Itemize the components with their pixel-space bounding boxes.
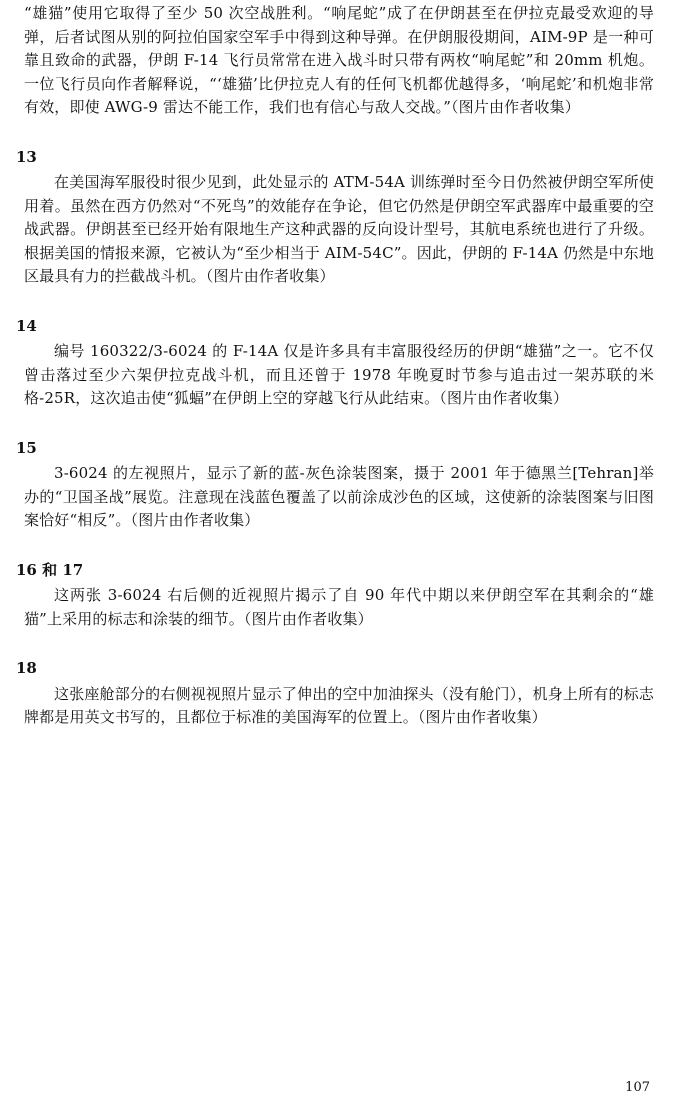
caption-number: 13	[16, 147, 37, 166]
caption-text: 3-6024 的左视照片，显示了新的蓝-灰色涂装图案，摄于 2001 年于德黑兰[Tehran]举办的“卫国圣战”展览。注意现在浅蓝色覆盖了以前涂成沙色的区域，这使新的涂装图案与旧图案恰好“相反”。（图片由作者收集）	[24, 464, 654, 529]
caption-text: 在美国海军服役时很少见到，此处显示的 ATM-54A 训练弹时至今日仍然被伊朗空军所使用着。虽然在西方仍然对“不死鸟”的效能存在争论，但它仍然是伊朗空军武器库中最重要的空战武器。伊朗甚至已经开始有限地生产这种武器的反向设计型号，其航电系统也进行了升级。根据美国的情报来源，它被认为“至少相当于 AIM-54C”。因此，伊朗的 F-14A 仍然是中东地区最具有力的拦截战斗机。（图片由作者收集）	[24, 173, 654, 285]
caption-text: 编号 160322/3-6024 的 F-14A 仅是许多具有丰富服役经历的伊朗“雄猫”之一。它不仅曾击落过至少六架伊拉克战斗机，而且还曾于 1978 年晚夏时节参与追击过一架苏联的米格-25R，这次追击使“狐蝠”在伊朗上空的穿越飞行从此结束。（图片由作者收集）	[24, 342, 654, 407]
caption-number: 15	[16, 438, 37, 457]
caption-text: 这张座舱部分的右侧视视照片显示了伸出的空中加油探头（没有舱门），机身上所有的标志牌都是用英文书写的，且都位于标准的美国海军的位置上。（图片由作者收集）	[24, 684, 654, 726]
caption-number: 16 和 17	[16, 560, 84, 579]
caption-18	[16, 657, 654, 730]
intro-paragraph: “雄猫”使用它取得了至少 50 次空战胜利。“响尾蛇”成了在伊朗甚至在伊拉克最受欢迎的导弹，后者试图从别的阿拉伯国家空军手中得到这种导弹。在伊朗服役期间，AIM-9P 是一种可靠且致命的武器，伊朗 F-14 飞行员常常在进入战斗时只带有两枚“响尾蛇”和 20mm 机炮。一位飞行员向作者解释说，“‘雄猫’比伊拉克人有的任何飞机都优越得多，‘响尾蛇’和机炮非常有效，即使 AWG-9 雷达不能工作，我们也有信心与敌人交战。”（图片由作者收集）	[24, 4, 654, 116]
caption-number: 18	[16, 659, 37, 677]
caption-14	[16, 315, 654, 411]
caption-text: 这两张 3-6024 右后侧的近视照片揭示了自 90 年代中期以来伊朗空军在其剩余的“雄猫”上采用的标志和涂装的细节。（图片由作者收集）	[24, 586, 654, 628]
document-page	[16, 2, 654, 730]
caption-number: 14	[16, 316, 37, 335]
page-number: 107	[625, 1080, 650, 1095]
caption-15	[16, 437, 654, 533]
caption-16-17	[16, 559, 654, 632]
caption-13	[16, 146, 654, 289]
